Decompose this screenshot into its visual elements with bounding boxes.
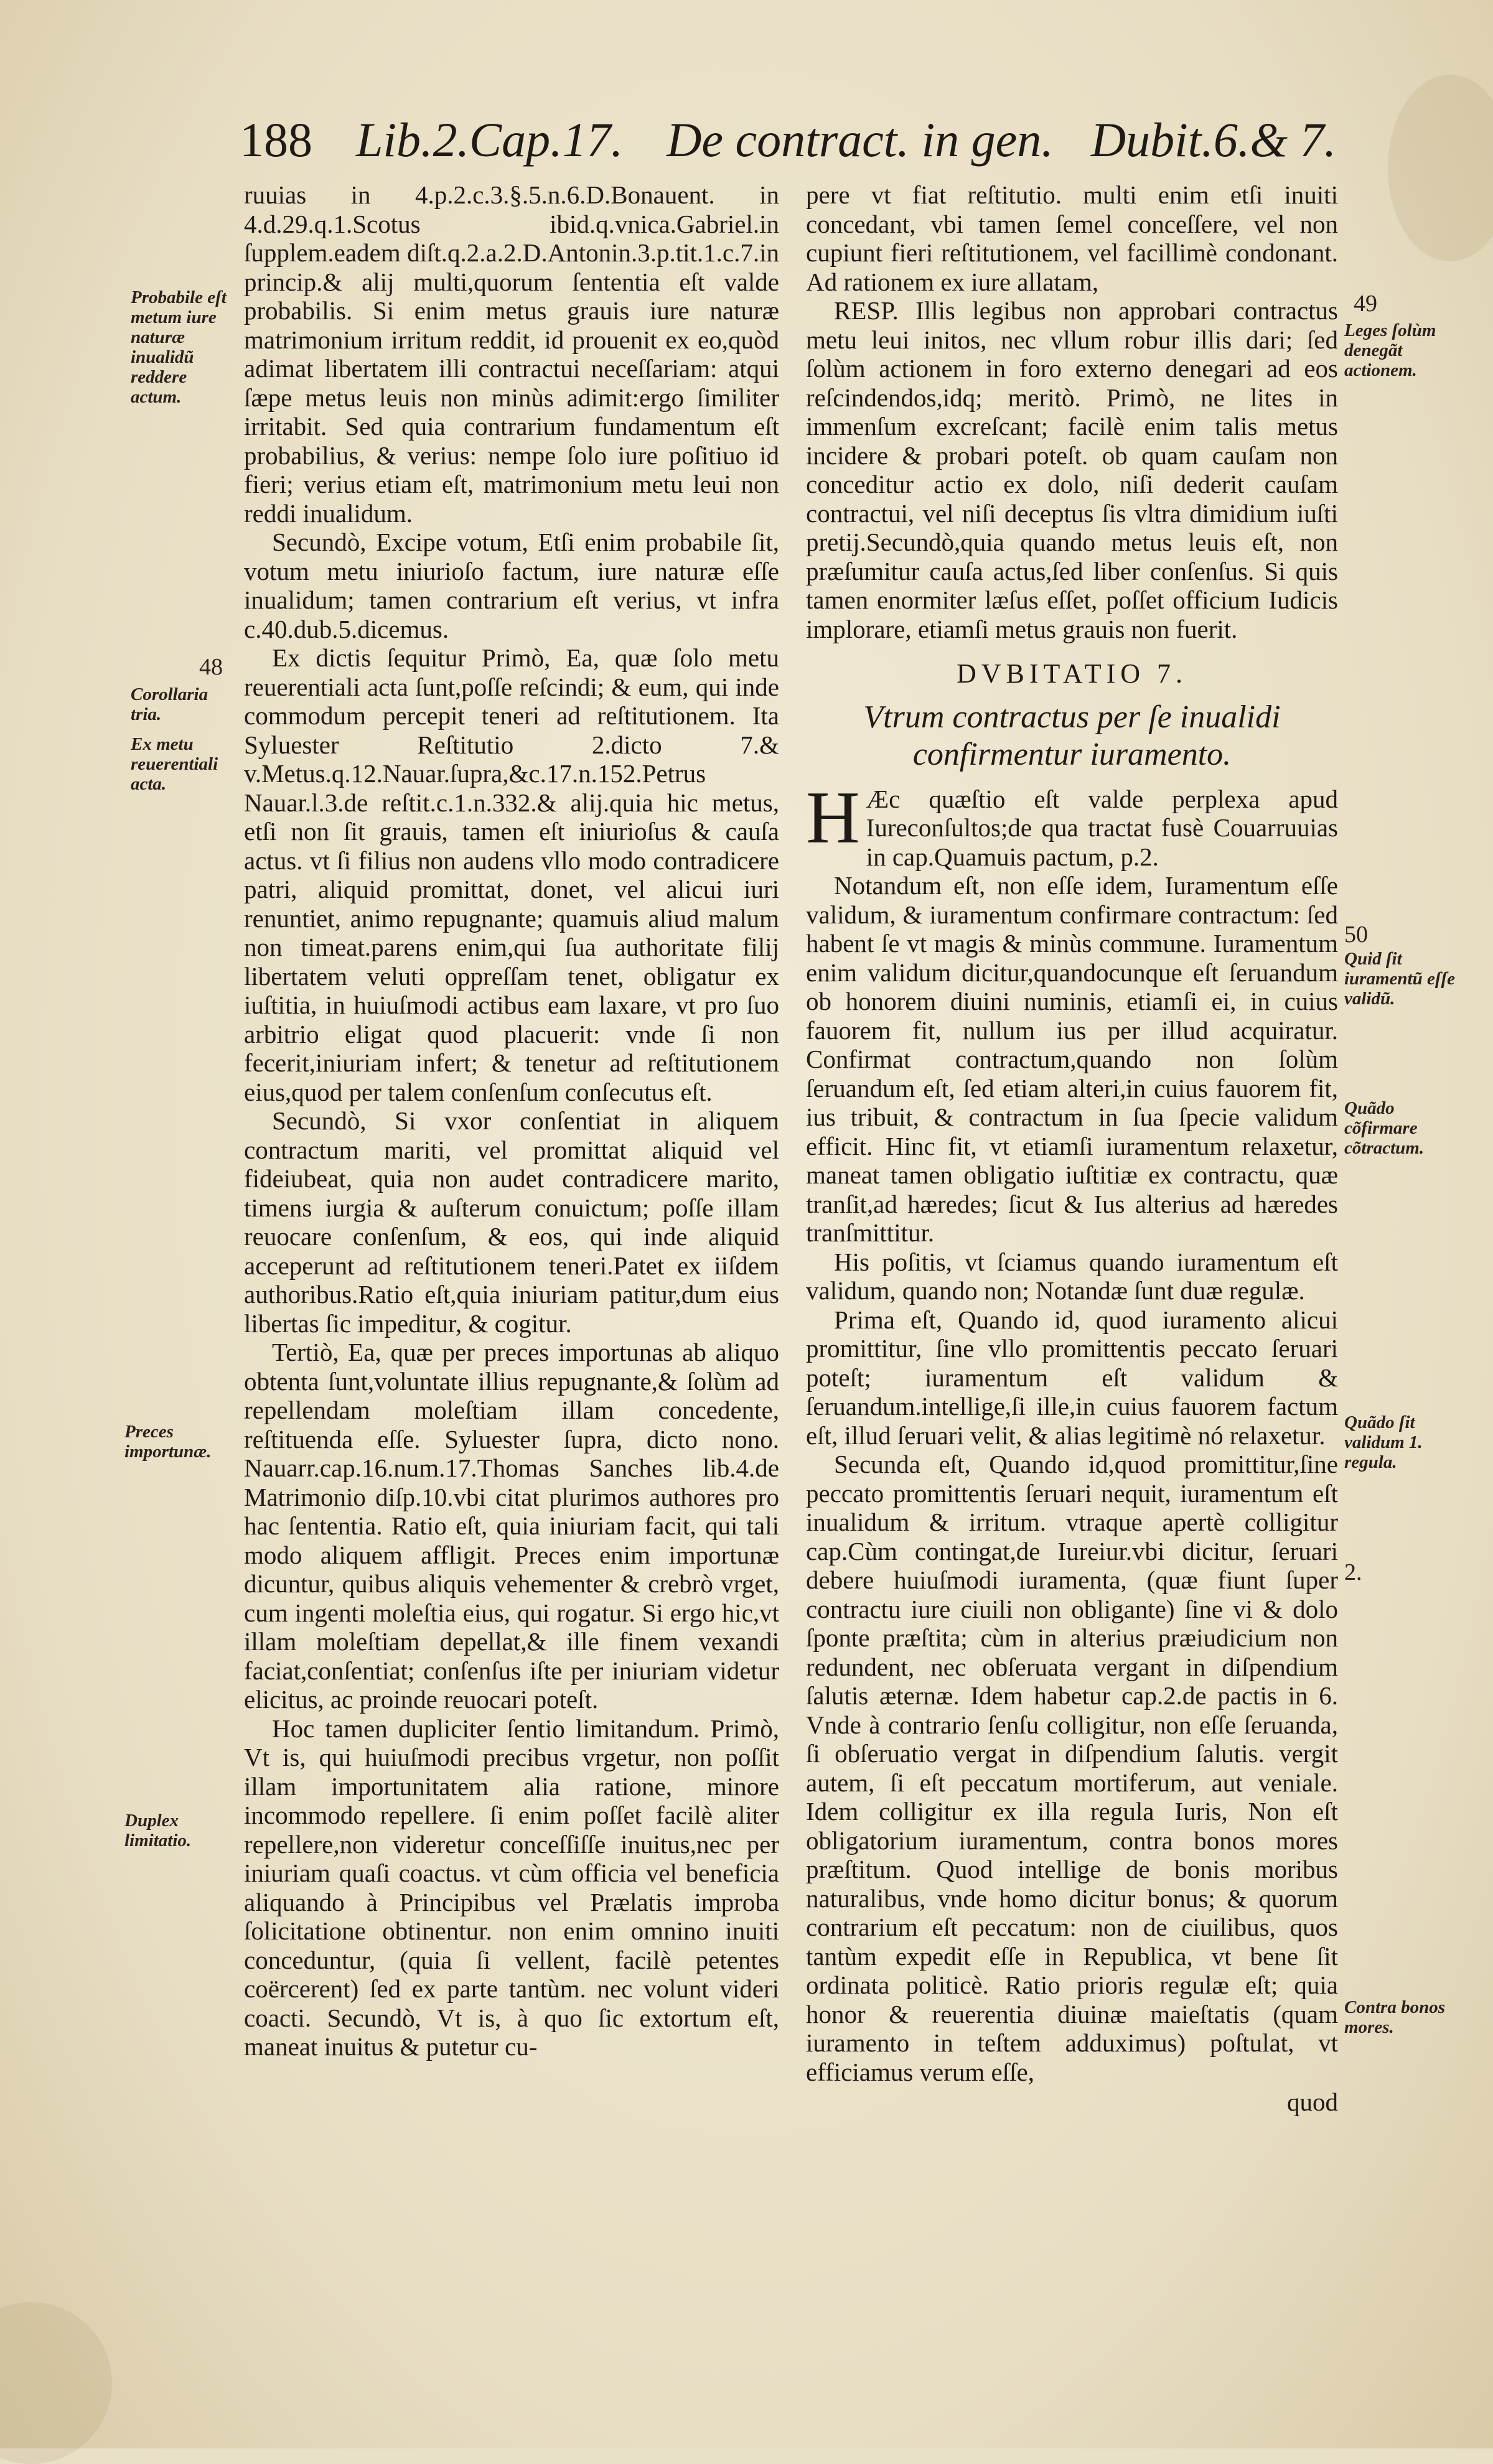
right-paragraph [806, 296, 1338, 643]
book-chapter: Lib.2.Cap.17. [356, 113, 624, 167]
left-paragraph: Secundò, Si vxor conſentiat in aliquem contractum mariti, vel promittat aliquid vel fideiubeat, quia non audet contradicere marito, timens iurgia & auſterum conuictum; poſſe illam reuocare conſenſum, & eos, qui inde aliquid acceperunt ad reſtitutionem teneri.Patet ex iiſdem authoribus.Ratio eſt,quia iniuriam patitur,dum eius libertas ſic impeditur, & cogitur. [244, 1106, 779, 1338]
resp-label: RESP. [834, 296, 899, 325]
margin-number-49: 49 [1354, 291, 1377, 317]
header-dubit: Dubit.6.& 7. [1090, 113, 1337, 167]
left-paragraph: ruuias in 4.p.2.c.3.§.5.n.6.D.Bonauent. in 4.d.29.q.1.Scotus ibid.q.vnica.Gabriel.in ſupplem.eadem diſt.q.2.a.2.D.Antonin.3.p.tit.1.c.7.in princip.& alij multi,quorum ſententia eſt valde probabilis. Si enim metus grauis iure naturæ matrimonium irritum reddit, id prouenit ex eo,quòd adimat libertatem illi contractui neceſſariam: atqui ſæpe metus leuis non minùs adimit:ergo ſimiliter irritabit. Sed quia contrarium fundamentum eſt probabilius, & verius: nempe ſolo iure poſitiuo id fieri; verius etiam eſt, matrimonium metu leui non reddi inualidum. [244, 180, 779, 528]
left-paragraph: Ex dictis ſequitur Primò, Ea, quæ ſolo metu reuerentiali acta ſunt,poſſe reſcindi; & eum, qui inde commodum percepit teneri ad reſtitutionem. Ita Syluester Reſtitutio 2.dicto 7.& v.Metus.q.12.Nauar.ſupra,&c.17.n.152.Petrus Nauar.l.3.de reſtit.c.1.n.332.& alij.quia hic metus, etſi non ſit grauis, tamen eſt iniurioſus & cauſa actus. vt ſi filius non audens vllo modo contradicere patri, aliquid promittat, donet, vel alicui iuri renuntiet, animo repugnante; quamuis aliud malum non timeat.parens enim,qui ſua authoritate filij libertatem veluti oppreſſam tenet, obligatur ex iuſtitia, in huiuſmodi actibus eam laxare, vt pro ſuo arbitrio eligat quod placuerit: vnde ſi non fecerit,iniuriam infert; & tenetur ad reſtitutionem eius,quod per talem conſenſum conſecutus eſt. [244, 643, 779, 1106]
left-paragraph: Tertiò, Ea, quæ per preces importunas ab aliquo obtenta ſunt,voluntate illius repugnante,& ſolùm ad repellendam moleſtiam illam concedente, reſtituenda eſſe. Syluester ſupra, dicto nono. Nauarr.cap.16.num.17.Thomas Sanches lib.4.de Matrimonio diſp.10.vbi citat plurimos authores pro hac ſententia. Ratio eſt, quia iniuriam facit, qui tali modo aliquem affligit. Preces enim importunæ dicuntur, quibus aliquis vehementer & crebrò vrget, cum ingenti moleſtia eius, qui rogatur. Si ergo hic,vt illam moleſtiam depellat,& ille finem vexandi faciat,conſentiat; conſenſus iſte per iniuriam videtur elicitus, ac proinde reuocari poteſt. [244, 1338, 779, 1714]
margin-note-contra-bonos: Contra bonos mores. [1344, 1997, 1445, 2037]
header-subject: De contract. in gen. [667, 113, 1054, 167]
right-paragraph: His poſitis, vt ſciamus quando iuramentum eſt validum, quando non; Notandæ ſunt duæ regulæ. [806, 1247, 1338, 1305]
margin-number-2: 2. [1344, 1559, 1362, 1585]
dubitatio-heading: DVBITATIO 7. [956, 658, 1188, 689]
right-paragraph: Prima eſt, Quando id, quod iuramento alicui promittitur, ſine vllo promittentis peccato ſeruari poteſt; iuramentum eſt validum & ſeruandum.intellige,ſi ille,in cuius fauorem factum eſt, illud ſeruari velit, & alias legitimè nó relaxetur. [806, 1305, 1338, 1450]
right-paragraph: pere vt fiat reſtitutio. multi enim etſi inuiti concedant, vbi tamen ſemel conceſſere, vel non cupiunt fieri reſtitutionem, vel facillimè condonant. Ad rationem ex iure allatam, [806, 180, 1338, 296]
left-paragraph: Secundò, Excipe votum, Etſi enim probabile ſit, votum metu iniurioſo factum, iure naturæ eſſe inualidum; tamen contrarium eſt verius, vt infra c.40.dub.5.dicemus. [244, 528, 779, 643]
left-paragraph: Hoc tamen dupliciter ſentio limitandum. Primò, Vt is, qui huiuſmodi precibus vrgetur, non poſſit illam importunitatem alia ratione, minore incommodo repellere. ſi enim poſſet facilè aliter repellere,non videretur conceſſiſſe inuitus,nec per iniuriam quaſi coactus. vt cùm officia vel beneficia aliquando à Principibus vel Prælatis improba ſolicitatione obtinentur. non enim omnino inuiti conceduntur, (quia ſi vellent, facilè petentes coërcerent) ſed ex parte tantùm. nec volunt videri coacti. Secundò, Vt is, à quo ſic extortum eſt, maneat inuitus & putetur cu- [244, 1714, 779, 2061]
margin-note-preces: Preces importunæ. [124, 1422, 212, 1462]
dubitatio-title: Vtrum contractus per ſe inualidi confirmentur iuramento. [863, 699, 1281, 772]
catchword: quod [1287, 2088, 1338, 2116]
margin-note-leges: Leges ſolùm denegãt actionem. [1344, 320, 1436, 380]
resp-text: Illis legibus non approbari contractus metu leui initos, nec vllum robur illis dari; ſed ſolùm actionem in foro externo denegari ad eos reſcindendos,idq; meritò. Primò, ne lites in immenſum excreſcant; facilè enim talis metus incidere & probari poteſt. ob quam cauſam non conceditur actio ex dolo, niſi dederit cauſam contractui, vel niſi deceptus ſis vltra dimidium iuſti pretij.Secundò,quia quando metus leuis eſt, non præſumitur cauſa actus,ſed liber conſenſus. Si quis tamen enormiter læſus eſſet, poſſet officium Iudicis implorare, etiamſi metus grauis non fuerit. [806, 296, 1339, 643]
page-number: 188 [240, 113, 312, 167]
left-column [244, 180, 779, 2061]
margin-note-corollaria: Corollaria tria. [131, 684, 208, 724]
dropcap-text: Æc quæſtio eſt valde perplexa apud Iureconſultos;de qua tractat fusè Couarruuias in cap.Quamuis pactum, p.2. [866, 784, 1338, 871]
margin-note-quando-confirmare: Quãdo cõfirmare cõtractum. [1344, 1098, 1425, 1158]
margin-note-quid-sit: Quid ſit iuramentũ eſſe validũ. [1344, 949, 1456, 1009]
paper-stain [0, 2302, 112, 2464]
margin-number-48: 48 [199, 654, 223, 680]
drop-cap: H [806, 775, 860, 859]
margin-note-probabile: Probabile eſt metum iure naturæ inualidũ reddere actum. [131, 287, 227, 407]
margin-note-limitatio: Duplex limitatio. [124, 1811, 192, 1850]
margin-note-metus-reuerentialis: Ex metu reuerentiali acta. [131, 734, 218, 794]
right-paragraph: Notandum eſt, non eſſe idem, Iuramentum eſſe validum, & iuramentum confirmare contractum: ſed habent ſe vt magis & minùs commune. Iuramentum enim validum dicitur,quandocunque eſt ſeruandum ob honorem diuini numinis, etiamſi ei, in cuius fauorem fit, nullum ius per illud acquiratur. Confirmat contractum,quando non ſolùm ſeruandum eſt, ſed etiam alteri,in cuius fauorem fit, ius tribuit, & contractum in ſua ſpecie validum efficit. Hinc fit, vt etiamſi iuramentum relaxetur, maneat tamen obligatio iuſtitiæ ex contractu, quæ tranſit,ad hæredes; ſicut & Ius alterius ad hæredes tranſmittitur. [806, 871, 1338, 1247]
margin-note-regula-1: Quãdo ſit validum 1. regula. [1344, 1412, 1423, 1472]
right-column [806, 180, 1338, 2117]
right-paragraph: Secunda eſt, Quando id,quod promittitur,ſine peccato promittentis ſeruari nequit, iuramentum eſt inualidum & irritum. vtraque apertè colligitur cap.Cùm contingat,de Iureiur.vbi dicitur, ſeruari debere huiuſmodi iuramenta, (quæ fiunt ſuper contractu iure ciuili non obligante) ſine vi & dolo ſponte præſtita; cùm in alterius præiudicium non redundent, nec obſeruata vergant in diſpendium ſalutis æternæ. Idem habetur cap.2.de pactis in 6. Vnde à contrario ſenſu colligitur, non eſſe ſeruanda, ſi obſeruatio vergat in diſpendium ſalutis. vergit autem, ſi eſt peccatum mortiferum, aut veniale. Idem colligitur ex illa regula Iuris, Non eſt obligatorium iuramentum, contra bonos mores præſtitum. Quod intellige de bonis moribus naturalibus, vnde homo dicitur bonus; & quorum contrarium eſt peccatum: non de ciuilibus, quos tantùm expedit eſſe in Republica, vt bene ſit ordinata politicè. Ratio prioris regulæ eſt; quia honor & reuerentia diuinæ maieſtatis (quam iuramento in teſtem adduximus) poſtulat, vt efficiamus verum eſſe, [806, 1450, 1338, 2086]
right-paragraph [806, 775, 1338, 872]
paper-stain [1388, 75, 1493, 261]
running-header [240, 112, 1337, 174]
margin-number-50: 50 [1344, 922, 1368, 948]
